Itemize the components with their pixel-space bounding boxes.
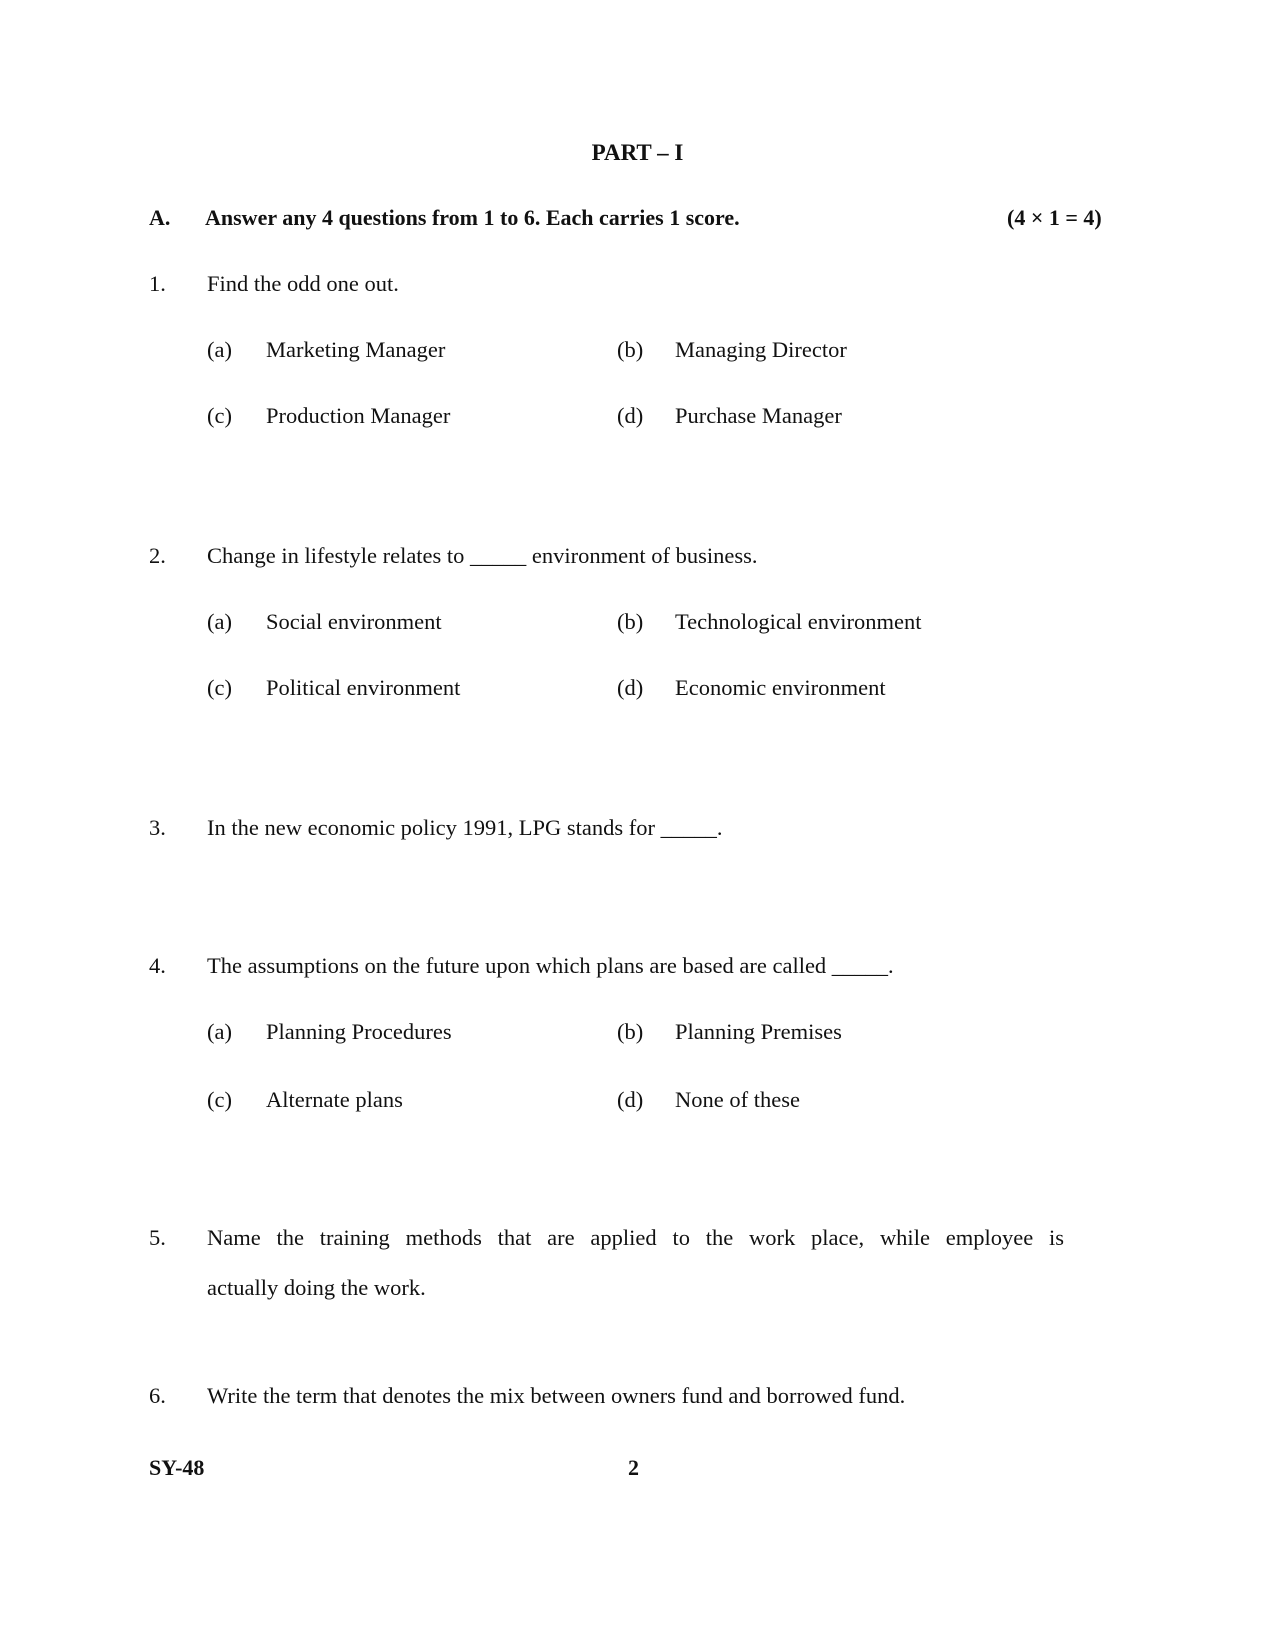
- question-number: 5.: [149, 1225, 166, 1250]
- option-text: Planning Procedures: [266, 1019, 452, 1044]
- question-number: 2.: [149, 543, 166, 568]
- question-text-line: Name the training methods that are applied to the work place, while employee is: [207, 1225, 1064, 1250]
- option-label: (c): [207, 1087, 232, 1112]
- option-label: (b): [617, 1019, 644, 1044]
- option-text: Economic environment: [675, 675, 886, 700]
- option-label: (c): [207, 675, 232, 700]
- option-label: (c): [207, 403, 232, 428]
- question-number: 1.: [149, 271, 166, 296]
- option-label: (a): [207, 337, 232, 362]
- option-label: (b): [617, 337, 644, 362]
- option-text: Production Manager: [266, 403, 451, 428]
- section-letter: A.: [149, 205, 171, 230]
- question-text: Find the odd one out.: [207, 271, 399, 296]
- question-text: Change in lifestyle relates to _____ environment of business.: [207, 543, 758, 568]
- question-text: Write the term that denotes the mix between owners fund and borrowed fund.: [207, 1383, 906, 1408]
- option-label: (a): [207, 609, 232, 634]
- option-text: Planning Premises: [675, 1019, 842, 1044]
- question-text: In the new economic policy 1991, LPG stands for _____.: [207, 815, 723, 840]
- option-text: Alternate plans: [266, 1087, 403, 1112]
- option-label: (d): [617, 675, 644, 700]
- option-text: Purchase Manager: [675, 403, 842, 428]
- question-number: 6.: [149, 1383, 166, 1408]
- question-number: 4.: [149, 953, 166, 978]
- option-text: Political environment: [266, 675, 461, 700]
- page-number: 2: [628, 1455, 639, 1480]
- option-label: (a): [207, 1019, 232, 1044]
- option-text: Managing Director: [675, 337, 847, 362]
- option-label: (d): [617, 1087, 644, 1112]
- option-label: (b): [617, 609, 644, 634]
- section-marks: (4 × 1 = 4): [1007, 205, 1102, 230]
- section-instruction: Answer any 4 questions from 1 to 6. Each carries 1 score.: [205, 205, 740, 230]
- paper-code: SY-48: [149, 1455, 205, 1480]
- option-text: None of these: [675, 1087, 800, 1112]
- question-text: The assumptions on the future upon which plans are based are called _____.: [207, 953, 894, 978]
- option-label: (d): [617, 403, 644, 428]
- question-number: 3.: [149, 815, 166, 840]
- option-text: Technological environment: [675, 609, 922, 634]
- page-title: PART – I: [591, 140, 684, 165]
- option-text: Marketing Manager: [266, 337, 446, 362]
- option-text: Social environment: [266, 609, 442, 634]
- question-text-line: actually doing the work.: [207, 1275, 426, 1300]
